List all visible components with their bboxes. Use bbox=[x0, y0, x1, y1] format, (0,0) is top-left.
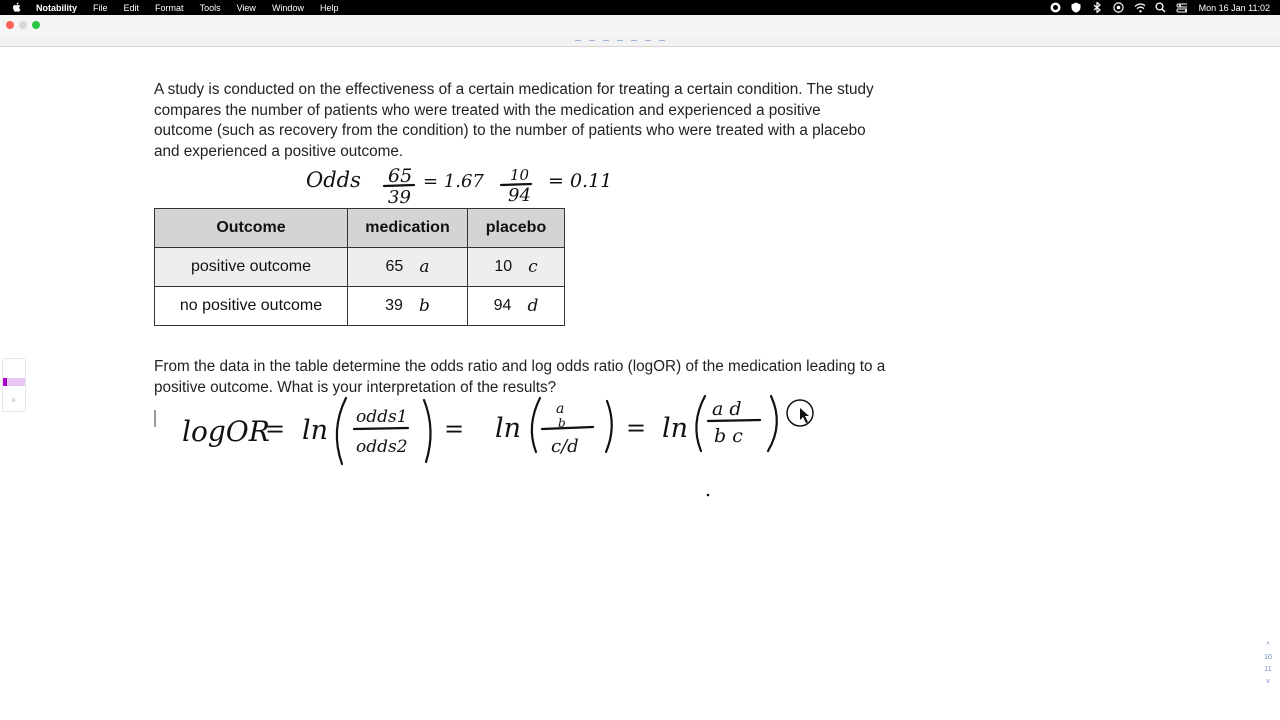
side-panel-widget[interactable] bbox=[2, 358, 26, 412]
hw-odds-label: Odds bbox=[306, 168, 361, 192]
table-header: placebo bbox=[468, 209, 565, 248]
handwritten-letter: d bbox=[527, 296, 539, 316]
pen-tool-icon[interactable] bbox=[575, 36, 581, 41]
menu-tools[interactable]: Tools bbox=[199, 2, 221, 13]
control-center-icon[interactable] bbox=[1176, 2, 1187, 13]
apple-icon[interactable] bbox=[12, 2, 24, 14]
handwritten-letter: c bbox=[528, 257, 538, 277]
menu-bar bbox=[0, 0, 1280, 15]
table-row bbox=[155, 287, 565, 326]
page-number[interactable]: 10 bbox=[1264, 654, 1272, 661]
shape-tool-icon[interactable] bbox=[631, 36, 637, 41]
pointer-tool-icon[interactable] bbox=[659, 36, 665, 41]
hw-eq: = bbox=[444, 415, 465, 443]
hw-frac1-den: 39 bbox=[388, 187, 411, 208]
table-row bbox=[155, 248, 565, 287]
toolbar bbox=[0, 36, 1280, 47]
table-cell-medication bbox=[348, 287, 468, 326]
hw-odds2: odds2 bbox=[356, 437, 408, 457]
record-icon[interactable] bbox=[1050, 2, 1061, 13]
table-header-row bbox=[155, 209, 565, 248]
cell-value: 94 bbox=[493, 297, 512, 314]
hw-bc: b c bbox=[714, 425, 743, 447]
hw-frac2-den: 94 bbox=[508, 185, 531, 206]
hw-frac1-result: = 1.67 bbox=[423, 171, 484, 192]
table-cell-outcome: no positive outcome bbox=[155, 287, 348, 326]
page-indicator bbox=[1262, 640, 1274, 688]
menu-window[interactable]: Window bbox=[271, 2, 304, 13]
hw-a: a bbox=[556, 401, 565, 417]
play-icon[interactable] bbox=[1113, 2, 1124, 13]
text-tool-icon[interactable] bbox=[645, 36, 651, 41]
window-zoom-button[interactable] bbox=[32, 21, 40, 29]
menu-app-name[interactable]: Notability bbox=[36, 2, 78, 13]
problem-statement: A study is conducted on the effectiveness of a certain medication for treating a certain condition. The study compares the number of patients who were treated with the medication and experienced a positive outcome (such as recovery from the condition) to the number of patients who were treated with a placebo and experienced a positive outcome. bbox=[154, 81, 874, 160]
page-up-icon[interactable]: ^ bbox=[1266, 642, 1270, 649]
hw-b: b bbox=[558, 416, 566, 430]
menu-edit[interactable]: Edit bbox=[123, 2, 140, 13]
menu-format[interactable]: Format bbox=[155, 2, 184, 13]
table-cell-placebo bbox=[468, 287, 565, 326]
hw-cd: c/d bbox=[551, 436, 579, 457]
hw-eq: = bbox=[265, 415, 286, 443]
highlighter-tool-icon[interactable] bbox=[589, 36, 595, 41]
hw-ln: ln bbox=[495, 413, 522, 444]
hw-frac1-num: 65 bbox=[388, 165, 413, 187]
table-header: medication bbox=[348, 209, 468, 248]
cell-value: 39 bbox=[385, 297, 403, 314]
vpn-icon[interactable] bbox=[1071, 2, 1082, 13]
window-close-button[interactable] bbox=[6, 21, 14, 29]
hw-ad: a d bbox=[712, 398, 742, 420]
menu-clock[interactable]: Mon 16 Jan 11:02 bbox=[1198, 2, 1270, 13]
window-minimize-button[interactable] bbox=[19, 21, 27, 29]
hw-ln: ln bbox=[662, 413, 689, 444]
table-cell-outcome: positive outcome bbox=[155, 248, 348, 287]
hw-frac2-num: 10 bbox=[510, 166, 530, 184]
cell-value: 10 bbox=[494, 258, 513, 275]
menu-help[interactable]: Help bbox=[319, 2, 339, 13]
search-icon[interactable] bbox=[1155, 2, 1166, 13]
contingency-table bbox=[154, 208, 565, 326]
cell-value: 65 bbox=[385, 258, 404, 275]
hw-odds1: odds1 bbox=[356, 407, 408, 427]
tool-strip bbox=[575, 36, 665, 42]
menu-file[interactable]: File bbox=[93, 2, 108, 13]
status-area bbox=[1050, 0, 1270, 15]
hw-eq: = bbox=[626, 414, 647, 442]
side-widget-marker bbox=[3, 378, 7, 386]
hw-logor: logOR bbox=[182, 415, 270, 448]
hw-frac2-result: = 0.11 bbox=[548, 170, 613, 192]
table-cell-placebo bbox=[468, 248, 565, 287]
table-header: Outcome bbox=[155, 209, 348, 248]
page-down-icon[interactable]: v bbox=[1266, 678, 1270, 685]
eraser-tool-icon[interactable] bbox=[603, 36, 609, 41]
handwritten-letter: a bbox=[419, 257, 430, 277]
hw-ln: ln bbox=[302, 415, 329, 446]
window-titlebar bbox=[0, 15, 1280, 36]
question-statement: From the data in the table determine the odds ratio and log odds ratio (logOR) of the medication leading to a positive outcome. What is your interpretation of the results? bbox=[154, 358, 886, 396]
page-number[interactable]: 11 bbox=[1264, 666, 1272, 673]
lasso-tool-icon[interactable] bbox=[617, 36, 623, 41]
bluetooth-icon[interactable] bbox=[1092, 2, 1103, 13]
handwritten-letter: b bbox=[418, 296, 430, 316]
side-widget-close-icon[interactable]: × bbox=[11, 395, 17, 405]
menu-view[interactable]: View bbox=[236, 2, 256, 13]
wifi-icon[interactable] bbox=[1134, 2, 1145, 13]
table-cell-medication bbox=[348, 248, 468, 287]
